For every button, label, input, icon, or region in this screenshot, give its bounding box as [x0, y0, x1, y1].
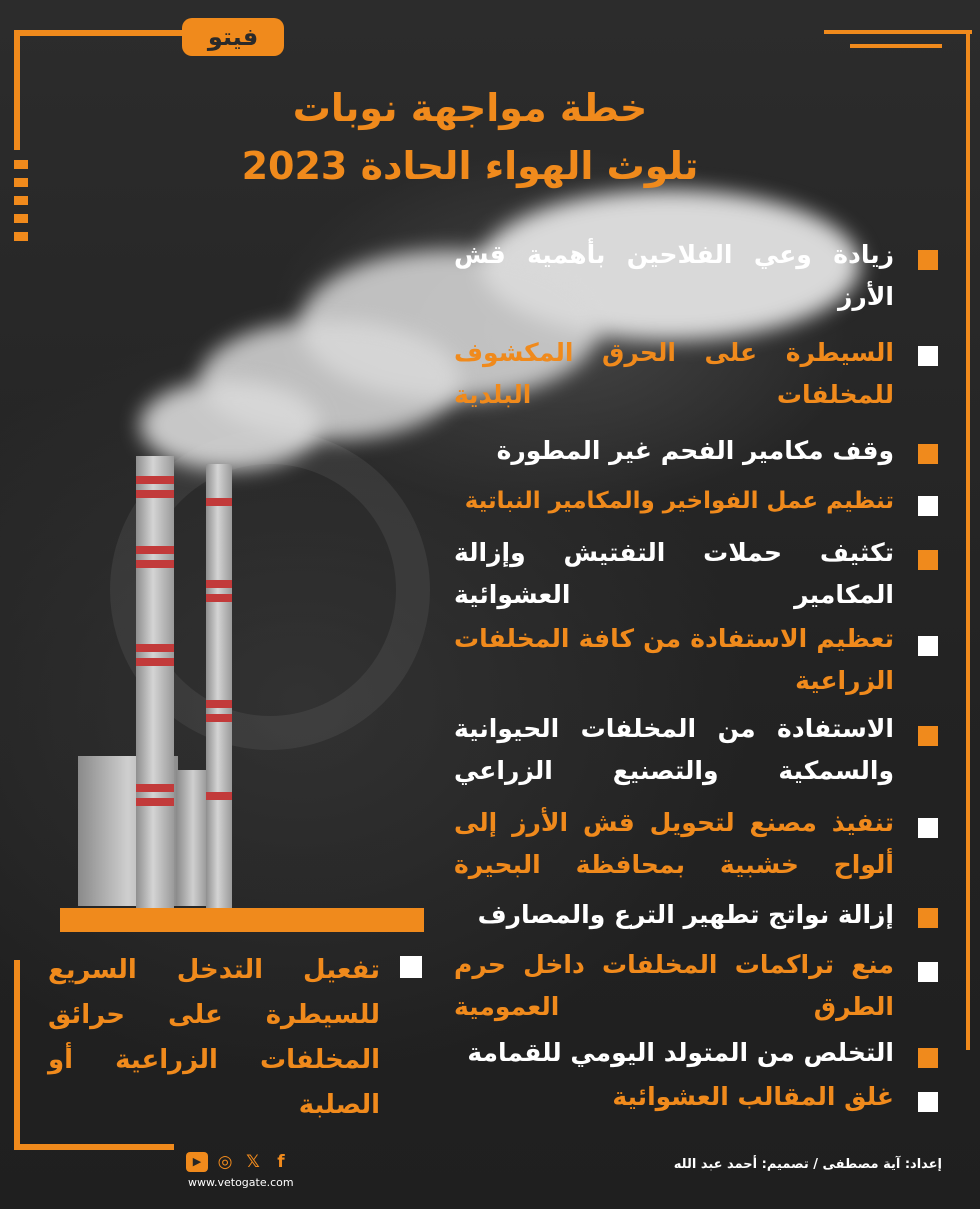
plan-item: زيادة وعي الفلاحين بأهمية قش الأرز — [454, 240, 894, 311]
plan-item: تعظيم الاستفادة من كافة المخلفات الزراعية — [454, 624, 894, 695]
item-bullet — [918, 908, 938, 928]
item-bullet — [400, 956, 422, 978]
frame-dash — [14, 232, 28, 241]
plan-item: تنظيم عمل الفواخير والمكامير النباتية — [464, 488, 894, 514]
plan-item: منع تراكمات المخلفات داخل حرم الطرق العمومية — [454, 950, 894, 1021]
frame-right-top — [824, 30, 972, 34]
frame-right-top-2 — [850, 44, 942, 48]
frame-left-lower — [14, 960, 20, 1150]
left-plan-item-last-line: الصلبة — [298, 1090, 380, 1120]
item-bullet — [918, 726, 938, 746]
frame-dash — [14, 214, 28, 223]
item-bullet — [918, 250, 938, 270]
plan-item: إزالة نواتج تطهير الترع والمصارف — [477, 900, 894, 929]
frame-right-side — [966, 30, 970, 1050]
plan-item: الاستفادة من المخلفات الحيوانية والسمكية والتصنيع الزراعي — [454, 714, 894, 785]
plan-item: تنفيذ مصنع لتحويل قش الأرز إلى ألواح خشبية بمحافظة البحيرة — [454, 808, 894, 879]
divider-bar — [60, 908, 424, 932]
facebook-icon[interactable]: f — [277, 1152, 285, 1172]
brand-logo: فيتو — [182, 18, 284, 56]
item-bullet — [918, 962, 938, 982]
item-bullet — [918, 1092, 938, 1112]
youtube-icon[interactable]: ▶ — [186, 1152, 208, 1172]
title-line-1: خطة مواجهة نوبات — [292, 86, 648, 130]
twitter-icon[interactable]: 𝕏 — [246, 1152, 260, 1172]
frame-top-left — [14, 30, 184, 36]
credits: إعداد: آية مصطفى / تصميم: أحمد عبد الله — [673, 1157, 942, 1172]
plan-item: تكثيف حملات التفتيش وإزالة المكامير العشوائية — [454, 538, 894, 609]
item-bullet — [918, 818, 938, 838]
plan-item: التخلص من المتولد اليومي للقمامة — [467, 1038, 894, 1067]
frame-dash — [14, 160, 28, 169]
cooling-tower — [176, 770, 210, 906]
title-line-2: تلوث الهواء الحادة 2023 — [241, 144, 699, 188]
item-bullet — [918, 636, 938, 656]
left-plan-item — [48, 948, 380, 1128]
plan-item: غلق المقالب العشوائية — [612, 1082, 894, 1111]
left-plan-item-text: تفعيل التدخل السريع للسيطرة على حرائق المخلفات الزراعية أو — [48, 955, 380, 1075]
item-bullet — [918, 1048, 938, 1068]
frame-dash — [14, 178, 28, 187]
plan-item: السيطرة على الحرق المكشوف للمخلفات البلدية — [454, 338, 894, 409]
frame-bottom-left — [14, 1144, 174, 1150]
item-bullet — [918, 496, 938, 516]
chimney-tall — [136, 456, 174, 908]
website-link[interactable]: www.vetogate.com — [188, 1176, 294, 1189]
social-links — [186, 1152, 292, 1172]
item-bullet — [918, 444, 938, 464]
item-bullet — [918, 550, 938, 570]
instagram-icon[interactable]: ◎ — [217, 1152, 233, 1172]
frame-left-upper — [14, 30, 20, 150]
frame-dash — [14, 196, 28, 205]
chimney-thin — [206, 464, 232, 908]
item-bullet — [918, 346, 938, 366]
plan-item: وقف مكامير الفحم غير المطورة — [496, 436, 894, 465]
